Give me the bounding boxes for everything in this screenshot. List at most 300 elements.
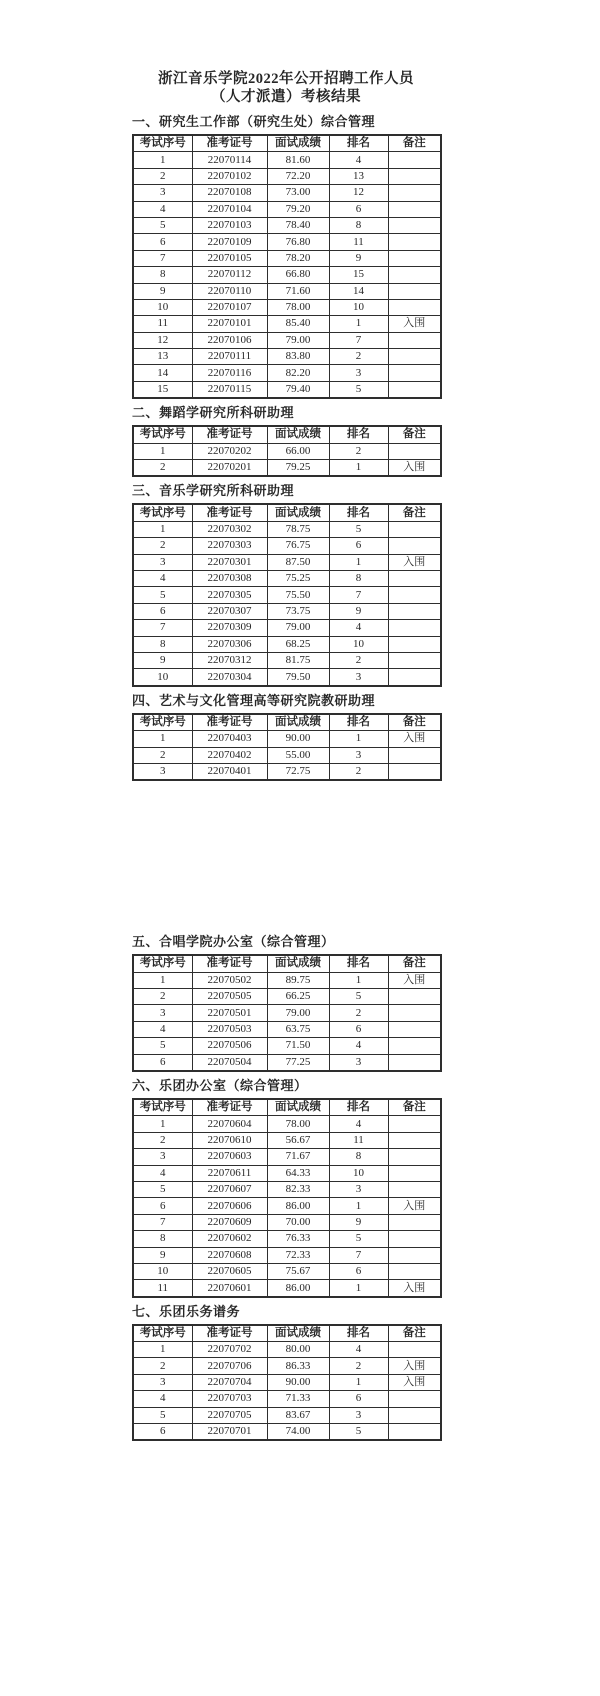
admission-no-cell: 22070609 <box>192 1214 267 1230</box>
document-title <box>132 70 440 106</box>
exam-seq-cell: 4 <box>133 1021 192 1037</box>
rank-cell: 7 <box>329 587 388 603</box>
interview-score-cell: 76.33 <box>267 1231 329 1247</box>
admission-no-cell: 22070309 <box>192 620 267 636</box>
rank-cell: 6 <box>329 1263 388 1279</box>
rank-cell: 3 <box>329 747 388 763</box>
interview-score-cell: 87.50 <box>267 554 329 570</box>
remark-cell <box>388 1132 441 1148</box>
remark-cell <box>388 1054 441 1071</box>
admission-no-cell: 22070201 <box>192 460 267 477</box>
remark-cell <box>388 1181 441 1197</box>
rank-cell: 6 <box>329 1021 388 1037</box>
admission-no-cell: 22070401 <box>192 763 267 780</box>
remark-cell <box>388 1165 441 1181</box>
interview-score-cell: 64.33 <box>267 1165 329 1181</box>
remark-cell <box>388 1342 441 1358</box>
table-row <box>133 521 441 537</box>
remark-cell: 入围 <box>388 731 441 747</box>
interview-score-cell: 79.40 <box>267 381 329 398</box>
section <box>132 114 440 399</box>
rank-cell: 10 <box>329 1165 388 1181</box>
table-header-row <box>133 135 441 152</box>
column-header: 准考证号 <box>192 426 267 443</box>
table-row <box>133 1198 441 1214</box>
admission-no-cell: 22070502 <box>192 972 267 988</box>
remark-cell <box>388 1424 441 1441</box>
admission-no-cell: 22070107 <box>192 299 267 315</box>
admission-no-cell: 22070607 <box>192 1181 267 1197</box>
exam-seq-cell: 14 <box>133 365 192 381</box>
admission-no-cell: 22070604 <box>192 1116 267 1132</box>
interview-score-cell: 71.67 <box>267 1149 329 1165</box>
interview-score-cell: 85.40 <box>267 316 329 332</box>
remark-cell <box>388 538 441 554</box>
exam-seq-cell: 1 <box>133 152 192 168</box>
section-heading: 六、乐团办公室（综合管理） <box>132 1078 308 1094</box>
table-row <box>133 1116 441 1132</box>
table-header-row <box>133 955 441 972</box>
rank-cell: 9 <box>329 250 388 266</box>
table-header-row <box>133 504 441 521</box>
table-row <box>133 460 441 477</box>
rank-cell: 11 <box>329 234 388 250</box>
admission-no-cell: 22070504 <box>192 1054 267 1071</box>
table-row <box>133 332 441 348</box>
rank-cell: 1 <box>329 460 388 477</box>
table-row <box>133 1214 441 1230</box>
table-row <box>133 234 441 250</box>
exam-seq-cell: 1 <box>133 1116 192 1132</box>
table-row <box>133 267 441 283</box>
remark-cell <box>388 989 441 1005</box>
remark-cell <box>388 1038 441 1054</box>
admission-no-cell: 22070307 <box>192 603 267 619</box>
rank-cell: 10 <box>329 636 388 652</box>
admission-no-cell: 22070704 <box>192 1374 267 1390</box>
section-heading: 二、舞蹈学研究所科研助理 <box>132 405 295 421</box>
remark-cell <box>388 636 441 652</box>
column-header: 备注 <box>388 955 441 972</box>
column-header: 准考证号 <box>192 714 267 731</box>
remark-cell <box>388 1263 441 1279</box>
exam-seq-cell: 10 <box>133 669 192 686</box>
table-row <box>133 1054 441 1071</box>
remark-cell <box>388 587 441 603</box>
exam-seq-cell: 7 <box>133 250 192 266</box>
admission-no-cell: 22070503 <box>192 1021 267 1037</box>
table-row <box>133 1181 441 1197</box>
interview-score-cell: 71.60 <box>267 283 329 299</box>
section <box>132 483 440 686</box>
interview-score-cell: 70.00 <box>267 1214 329 1230</box>
column-header: 准考证号 <box>192 135 267 152</box>
exam-seq-cell: 5 <box>133 1181 192 1197</box>
table-row <box>133 217 441 233</box>
admission-no-cell: 22070116 <box>192 365 267 381</box>
exam-seq-cell: 3 <box>133 1374 192 1390</box>
rank-cell: 3 <box>329 1181 388 1197</box>
column-header: 考试序号 <box>133 1099 192 1116</box>
interview-score-cell: 78.20 <box>267 250 329 266</box>
remark-cell <box>388 521 441 537</box>
interview-score-cell: 66.25 <box>267 989 329 1005</box>
exam-seq-cell: 3 <box>133 1149 192 1165</box>
interview-score-cell: 82.20 <box>267 365 329 381</box>
rank-cell: 1 <box>329 972 388 988</box>
sections-container <box>132 114 440 1441</box>
interview-score-cell: 82.33 <box>267 1181 329 1197</box>
interview-score-cell: 71.50 <box>267 1038 329 1054</box>
table-row <box>133 570 441 586</box>
rank-cell: 1 <box>329 1374 388 1390</box>
remark-cell <box>388 250 441 266</box>
interview-score-cell: 90.00 <box>267 731 329 747</box>
table-row <box>133 316 441 332</box>
table-header-row <box>133 1099 441 1116</box>
section <box>132 405 440 477</box>
results-table <box>132 503 442 686</box>
rank-cell: 4 <box>329 620 388 636</box>
admission-no-cell: 22070115 <box>192 381 267 398</box>
table-row <box>133 972 441 988</box>
admission-no-cell: 22070105 <box>192 250 267 266</box>
remark-cell <box>388 1391 441 1407</box>
interview-score-cell: 83.80 <box>267 349 329 365</box>
admission-no-cell: 22070202 <box>192 443 267 459</box>
table-row <box>133 1358 441 1374</box>
admission-no-cell: 22070112 <box>192 267 267 283</box>
interview-score-cell: 55.00 <box>267 747 329 763</box>
rank-cell: 4 <box>329 1038 388 1054</box>
remark-cell <box>388 1231 441 1247</box>
section-heading: 一、研究生工作部（研究生处）综合管理 <box>132 114 376 129</box>
section-heading: 七、乐团乐务谱务 <box>132 1303 241 1319</box>
column-header: 考试序号 <box>133 955 192 972</box>
section-heading: 三、音乐学研究所科研助理 <box>132 483 295 499</box>
table-row <box>133 1280 441 1297</box>
section-heading: 四、艺术与文化管理高等研究院教研助理 <box>132 692 376 708</box>
interview-score-cell: 75.67 <box>267 1263 329 1279</box>
interview-score-cell: 81.60 <box>267 152 329 168</box>
admission-no-cell: 22070110 <box>192 283 267 299</box>
column-header: 排名 <box>329 955 388 972</box>
column-header: 准考证号 <box>192 504 267 521</box>
table-row <box>133 443 441 459</box>
interview-score-cell: 83.67 <box>267 1407 329 1423</box>
table-row <box>133 1021 441 1037</box>
admission-no-cell: 22070701 <box>192 1424 267 1441</box>
remark-cell <box>388 652 441 668</box>
admission-no-cell: 22070308 <box>192 570 267 586</box>
exam-seq-cell: 13 <box>133 349 192 365</box>
column-header: 备注 <box>388 426 441 443</box>
table-row <box>133 763 441 780</box>
admission-no-cell: 22070302 <box>192 521 267 537</box>
exam-seq-cell: 2 <box>133 1132 192 1148</box>
rank-cell: 3 <box>329 669 388 686</box>
admission-no-cell: 22070403 <box>192 731 267 747</box>
interview-score-cell: 76.75 <box>267 538 329 554</box>
column-header: 考试序号 <box>133 714 192 731</box>
title-line-1: 浙江音乐学院2022年公开招聘工作人员 <box>158 71 414 87</box>
remark-cell <box>388 299 441 315</box>
rank-cell: 13 <box>329 168 388 184</box>
admission-no-cell: 22070608 <box>192 1247 267 1263</box>
exam-seq-cell: 7 <box>133 620 192 636</box>
rank-cell: 1 <box>329 316 388 332</box>
table-row <box>133 1231 441 1247</box>
admission-no-cell: 22070104 <box>192 201 267 217</box>
rank-cell: 2 <box>329 652 388 668</box>
column-header: 准考证号 <box>192 1099 267 1116</box>
table-row <box>133 349 441 365</box>
rank-cell: 6 <box>329 201 388 217</box>
interview-score-cell: 74.00 <box>267 1424 329 1441</box>
table-row <box>133 1132 441 1148</box>
exam-seq-cell: 1 <box>133 1342 192 1358</box>
section <box>132 693 440 782</box>
exam-seq-cell: 1 <box>133 731 192 747</box>
remark-cell <box>388 283 441 299</box>
interview-score-cell: 79.25 <box>267 460 329 477</box>
rank-cell: 3 <box>329 365 388 381</box>
column-header: 面试成绩 <box>267 955 329 972</box>
exam-seq-cell: 3 <box>133 185 192 201</box>
admission-no-cell: 22070505 <box>192 989 267 1005</box>
table-row <box>133 1424 441 1441</box>
table-row <box>133 1342 441 1358</box>
results-table <box>132 134 442 399</box>
remark-cell: 入围 <box>388 1198 441 1214</box>
exam-seq-cell: 11 <box>133 1280 192 1297</box>
rank-cell: 3 <box>329 1054 388 1071</box>
exam-seq-cell: 9 <box>133 283 192 299</box>
exam-seq-cell: 4 <box>133 201 192 217</box>
table-row <box>133 381 441 398</box>
remark-cell: 入围 <box>388 554 441 570</box>
rank-cell: 5 <box>329 989 388 1005</box>
interview-score-cell: 66.80 <box>267 267 329 283</box>
table-row <box>133 538 441 554</box>
exam-seq-cell: 3 <box>133 1005 192 1021</box>
admission-no-cell: 22070301 <box>192 554 267 570</box>
exam-seq-cell: 8 <box>133 636 192 652</box>
remark-cell <box>388 443 441 459</box>
interview-score-cell: 81.75 <box>267 652 329 668</box>
table-row <box>133 1374 441 1390</box>
column-header: 面试成绩 <box>267 1099 329 1116</box>
exam-seq-cell: 5 <box>133 217 192 233</box>
admission-no-cell: 22070101 <box>192 316 267 332</box>
rank-cell: 15 <box>329 267 388 283</box>
exam-seq-cell: 4 <box>133 1391 192 1407</box>
rank-cell: 6 <box>329 1391 388 1407</box>
rank-cell: 9 <box>329 1214 388 1230</box>
rank-cell: 11 <box>329 1132 388 1148</box>
table-row <box>133 989 441 1005</box>
rank-cell: 12 <box>329 185 388 201</box>
table-row <box>133 283 441 299</box>
exam-seq-cell: 2 <box>133 989 192 1005</box>
exam-seq-cell: 4 <box>133 570 192 586</box>
column-header: 排名 <box>329 426 388 443</box>
remark-cell <box>388 669 441 686</box>
rank-cell: 1 <box>329 554 388 570</box>
interview-score-cell: 73.00 <box>267 185 329 201</box>
rank-cell: 6 <box>329 538 388 554</box>
exam-seq-cell: 6 <box>133 1198 192 1214</box>
remark-cell <box>388 332 441 348</box>
interview-score-cell: 72.33 <box>267 1247 329 1263</box>
rank-cell: 4 <box>329 152 388 168</box>
interview-score-cell: 78.75 <box>267 521 329 537</box>
remark-cell <box>388 763 441 780</box>
exam-seq-cell: 2 <box>133 1358 192 1374</box>
section <box>132 1304 440 1442</box>
interview-score-cell: 86.00 <box>267 1198 329 1214</box>
table-row <box>133 669 441 686</box>
exam-seq-cell: 5 <box>133 1038 192 1054</box>
interview-score-cell: 68.25 <box>267 636 329 652</box>
column-header: 面试成绩 <box>267 135 329 152</box>
admission-no-cell: 22070111 <box>192 349 267 365</box>
results-table <box>132 1324 442 1442</box>
admission-no-cell: 22070106 <box>192 332 267 348</box>
column-header: 排名 <box>329 714 388 731</box>
table-row <box>133 652 441 668</box>
remark-cell: 入围 <box>388 1280 441 1297</box>
rank-cell: 5 <box>329 521 388 537</box>
remark-cell <box>388 1407 441 1423</box>
table-row <box>133 185 441 201</box>
table-row <box>133 731 441 747</box>
document-page <box>132 0 440 1441</box>
remark-cell <box>388 1149 441 1165</box>
table-row <box>133 747 441 763</box>
column-header: 备注 <box>388 1325 441 1342</box>
interview-score-cell: 89.75 <box>267 972 329 988</box>
section-heading: 五、合唱学院办公室（综合管理） <box>132 934 335 950</box>
results-table <box>132 954 442 1072</box>
admission-no-cell: 22070703 <box>192 1391 267 1407</box>
column-header: 备注 <box>388 504 441 521</box>
interview-score-cell: 79.00 <box>267 1005 329 1021</box>
interview-score-cell: 63.75 <box>267 1021 329 1037</box>
interview-score-cell: 77.25 <box>267 1054 329 1071</box>
remark-cell: 入围 <box>388 1358 441 1374</box>
column-header: 面试成绩 <box>267 504 329 521</box>
exam-seq-cell: 1 <box>133 521 192 537</box>
column-header: 排名 <box>329 1099 388 1116</box>
admission-no-cell: 22070610 <box>192 1132 267 1148</box>
admission-no-cell: 22070103 <box>192 217 267 233</box>
table-row <box>133 168 441 184</box>
exam-seq-cell: 10 <box>133 299 192 315</box>
rank-cell: 10 <box>329 299 388 315</box>
admission-no-cell: 22070603 <box>192 1149 267 1165</box>
results-table <box>132 425 442 477</box>
interview-score-cell: 78.40 <box>267 217 329 233</box>
exam-seq-cell: 1 <box>133 972 192 988</box>
exam-seq-cell: 2 <box>133 168 192 184</box>
rank-cell: 4 <box>329 1116 388 1132</box>
title-line-2: （人才派遣）考核结果 <box>211 89 361 105</box>
admission-no-cell: 22070506 <box>192 1038 267 1054</box>
admission-no-cell: 22070605 <box>192 1263 267 1279</box>
table-row <box>133 1149 441 1165</box>
exam-seq-cell: 5 <box>133 587 192 603</box>
interview-score-cell: 86.00 <box>267 1280 329 1297</box>
rank-cell: 7 <box>329 332 388 348</box>
exam-seq-cell: 4 <box>133 1165 192 1181</box>
remark-cell <box>388 1116 441 1132</box>
interview-score-cell: 78.00 <box>267 1116 329 1132</box>
remark-cell <box>388 185 441 201</box>
table-row <box>133 250 441 266</box>
table-row <box>133 554 441 570</box>
exam-seq-cell: 6 <box>133 234 192 250</box>
remark-cell <box>388 620 441 636</box>
section <box>132 1078 440 1298</box>
rank-cell: 8 <box>329 1149 388 1165</box>
remark-cell: 入围 <box>388 972 441 988</box>
admission-no-cell: 22070108 <box>192 185 267 201</box>
interview-score-cell: 75.25 <box>267 570 329 586</box>
column-header: 备注 <box>388 1099 441 1116</box>
remark-cell <box>388 381 441 398</box>
exam-seq-cell: 6 <box>133 603 192 619</box>
rank-cell: 8 <box>329 570 388 586</box>
remark-cell <box>388 1214 441 1230</box>
interview-score-cell: 80.00 <box>267 1342 329 1358</box>
admission-no-cell: 22070601 <box>192 1280 267 1297</box>
interview-score-cell: 79.00 <box>267 620 329 636</box>
interview-score-cell: 72.75 <box>267 763 329 780</box>
admission-no-cell: 22070402 <box>192 747 267 763</box>
table-header-row <box>133 1325 441 1342</box>
exam-seq-cell: 8 <box>133 1231 192 1247</box>
rank-cell: 1 <box>329 1198 388 1214</box>
rank-cell: 8 <box>329 217 388 233</box>
column-header: 备注 <box>388 135 441 152</box>
remark-cell <box>388 365 441 381</box>
exam-seq-cell: 2 <box>133 538 192 554</box>
exam-seq-cell: 10 <box>133 1263 192 1279</box>
admission-no-cell: 22070702 <box>192 1342 267 1358</box>
interview-score-cell: 75.50 <box>267 587 329 603</box>
remark-cell <box>388 747 441 763</box>
column-header: 考试序号 <box>133 135 192 152</box>
table-row <box>133 152 441 168</box>
interview-score-cell: 79.50 <box>267 669 329 686</box>
admission-no-cell: 22070306 <box>192 636 267 652</box>
rank-cell: 2 <box>329 763 388 780</box>
exam-seq-cell: 2 <box>133 747 192 763</box>
exam-seq-cell: 7 <box>133 1214 192 1230</box>
table-row <box>133 636 441 652</box>
admission-no-cell: 22070102 <box>192 168 267 184</box>
interview-score-cell: 73.75 <box>267 603 329 619</box>
exam-seq-cell: 11 <box>133 316 192 332</box>
column-header: 准考证号 <box>192 1325 267 1342</box>
admission-no-cell: 22070303 <box>192 538 267 554</box>
interview-score-cell: 66.00 <box>267 443 329 459</box>
column-header: 排名 <box>329 1325 388 1342</box>
exam-seq-cell: 9 <box>133 1247 192 1263</box>
remark-cell <box>388 570 441 586</box>
exam-seq-cell: 3 <box>133 554 192 570</box>
